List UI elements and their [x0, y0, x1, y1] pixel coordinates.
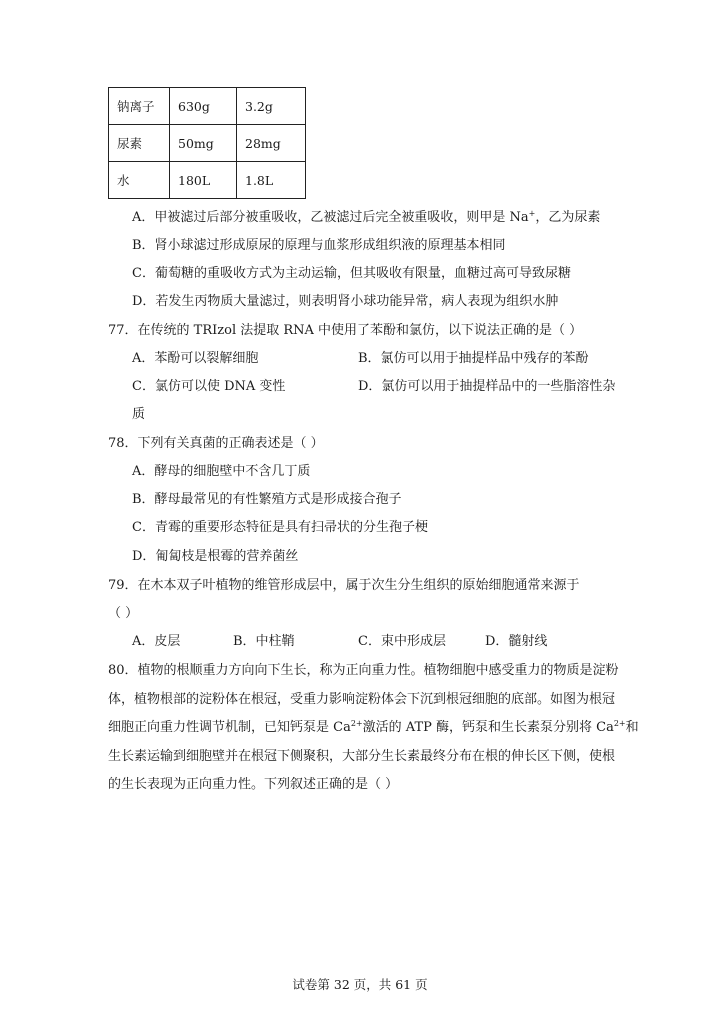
q76-option-b: B．肾小球滤过形成原尿的原理与血浆形成组织液的原理基本相同: [132, 238, 506, 253]
q77-option-d-continued: 质: [132, 407, 146, 422]
q78-option-a: A．酵母的细胞壁中不含几丁质: [132, 464, 311, 479]
q79-stem: 79．在木本双子叶植物的维管形成层中，属于次生分生组织的原始细胞通常来源于: [108, 578, 580, 593]
q77-stem: 77．在传统的 TRIzol 法提取 RNA 中使用了苯酚和氯仿，以下说法正确的是（ ）: [108, 323, 583, 338]
table-cell: 水: [109, 162, 170, 199]
option-text: A．甲被滤过后部分被重吸收，乙被滤过后完全被重吸收，则甲是 Na: [132, 210, 529, 225]
stem-text: 和: [625, 720, 639, 735]
table-row: [109, 88, 306, 125]
option-text: ，乙为尿素: [535, 210, 601, 225]
table-row: [109, 162, 306, 199]
q77-option-b: B．氯仿可以用于抽提样品中残存的苯酚: [358, 351, 589, 366]
q79-answer-paren: （ ）: [108, 606, 139, 621]
q77-option-c: C．氯仿可以使 DNA 变性: [132, 379, 286, 394]
q76-option-d: D．若发生丙物质大量滤过，则表明肾小球功能异常，病人表现为组织水肿: [132, 294, 559, 309]
q78-option-c: C．青霉的重要形态特征是具有扫帚状的分生孢子梗: [132, 520, 428, 535]
table-cell: 50mg: [170, 125, 237, 162]
q76-option-a: [132, 209, 600, 227]
page-footer: 试卷第 32 页，共 61 页: [292, 977, 428, 992]
stem-text: 激活的 ATP 酶，钙泵和生长素泵分别将 Ca: [362, 720, 614, 735]
data-table: [108, 87, 306, 199]
q77-option-a: A．苯酚可以裂解细胞: [132, 351, 259, 366]
q80-line-2: 体，植物根部的淀粉体在根冠，受重力影响淀粉体会下沉到根冠细胞的底部。如图为根冠: [108, 692, 616, 707]
table-cell: 尿素: [109, 125, 170, 162]
q79-option-c: C．束中形成层: [358, 634, 446, 649]
superscript: +: [528, 209, 536, 218]
q76-option-c: C．葡萄糖的重吸收方式为主动运输，但其吸收有限量，血糖过高可导致尿糖: [132, 266, 571, 281]
stem-text: 细胞正向重力性调节机制，已知钙泵是 Ca: [108, 720, 351, 735]
q78-option-b: B．酵母最常见的有性繁殖方式是形成接合孢子: [132, 492, 402, 507]
q78-option-d: D．匍匐枝是根霉的营养菌丝: [132, 549, 299, 564]
table-cell: 630g: [170, 88, 237, 125]
q79-option-a: A．皮层: [132, 634, 181, 649]
superscript: 2+: [350, 719, 363, 728]
superscript: 2+: [613, 719, 626, 728]
q80-line-4: 生长素运输到细胞壁并在根冠下侧聚积，大部分生长素最终分布在根的伸长区下侧，使根: [108, 749, 616, 764]
q77-option-d: D．氯仿可以用于抽提样品中的一些脂溶性杂: [358, 379, 616, 394]
table-cell: 180L: [170, 162, 237, 199]
q79-option-b: B．中柱鞘: [233, 634, 295, 649]
table-cell: 1.8L: [237, 162, 306, 199]
q79-option-d: D．髓射线: [485, 634, 548, 649]
table-cell: 钠离子: [109, 88, 170, 125]
q80-line-1: 80．植物的根顺重力方向向下生长，称为正向重力性。植物细胞中感受重力的物质是淀粉: [108, 663, 619, 678]
q80-line-5: 的生长表现为正向重力性。下列叙述正确的是（ ）: [108, 777, 399, 792]
table-cell: 28mg: [237, 125, 306, 162]
q78-stem: 78．下列有关真菌的正确表述是（ ）: [108, 436, 324, 451]
table-row: [109, 125, 306, 162]
table-cell: 3.2g: [237, 88, 306, 125]
q80-line-3: [108, 719, 639, 737]
